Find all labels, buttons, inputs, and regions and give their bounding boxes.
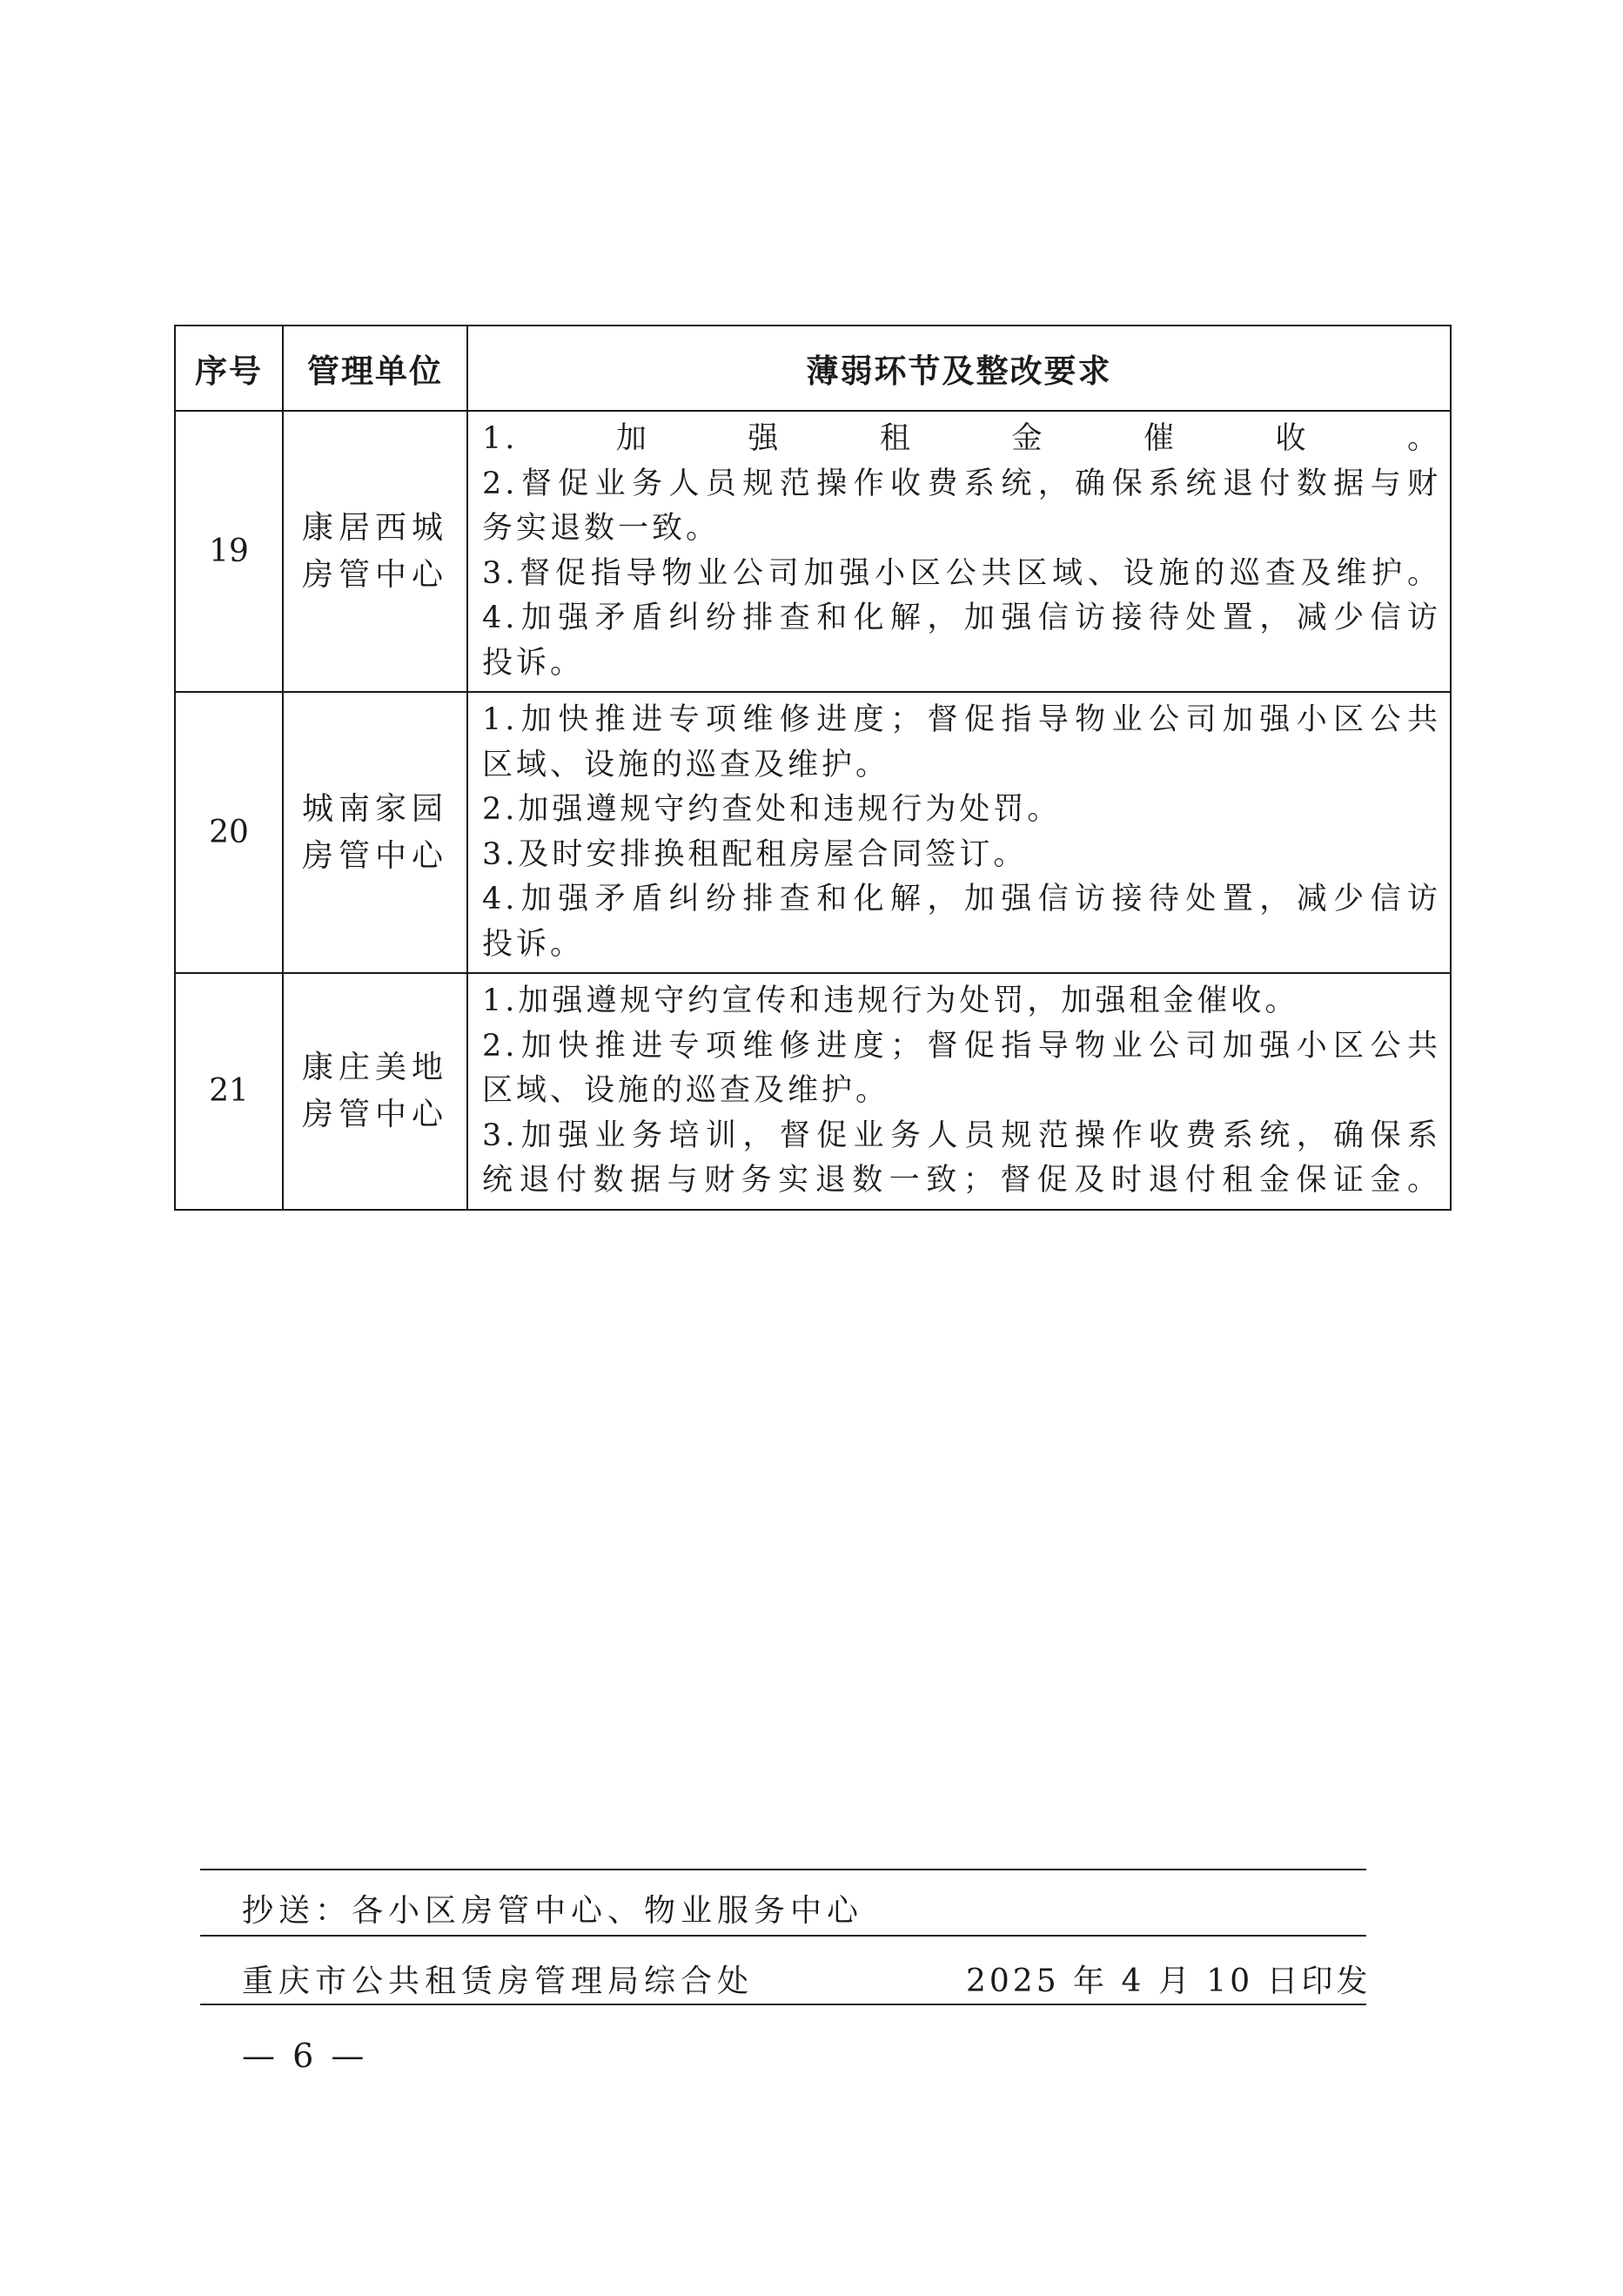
requirement-line: 3.督促指导物业公司加强小区公共区域、设施的巡查及维护。 [482,555,1441,591]
requirement-line: 4.加强矛盾纠纷排查和化解，加强信访接待处置，减少信访 [482,601,1441,635]
unit-line: 康庄美地 [301,1049,448,1085]
header-seq: 序号 [175,326,283,411]
rectification-table [174,325,1452,1211]
unit-line: 房管中心 [301,556,448,593]
requirement-line: 1.加强遵规守约宣传和违规行为处罚，加强租金催收。 [482,984,1299,1018]
row-requirements [467,973,1451,1210]
requirement-line: 统退付数据与财务实退数一致；督促及时退付租金保证金。 [482,1163,1441,1198]
requirement-line: 区域、设施的巡查及维护。 [482,747,890,782]
unit-line: 康居西城 [301,509,448,546]
requirement-line: 投诉。 [482,645,585,681]
table-row [175,692,1451,973]
cc-line: 抄送：各小区房管中心、物业服务中心 [242,1893,864,1929]
requirement-line: 2.加快推进专项维修进度；督促指导物业公司加强小区公共 [482,1028,1441,1064]
header-unit: 管理单位 [283,326,467,411]
row-seq: 21 [175,973,283,1210]
requirement-line: 投诉。 [482,926,585,962]
row-seq: 20 [175,692,283,973]
page-number: — 6 — [242,2037,368,2075]
requirement-line: 务实退数一致。 [482,511,721,546]
row-unit [283,411,467,692]
requirement-line: 2.加强遵规守约查处和违规行为处罚。 [482,792,1062,827]
table-header-row [175,326,1451,411]
row-requirements [467,692,1451,973]
issue-date: 2025 年 4 月 10 日印发 [966,1964,1372,1999]
row-unit [283,692,467,973]
requirement-line: 4.加强矛盾纠纷排查和化解，加强信访接待处置，减少信访 [482,882,1441,916]
requirement-line: 3.加强业务培训，督促业务人员规范操作收费系统，确保系 [482,1118,1441,1153]
table-row [175,973,1451,1210]
requirement-line: 区域、设施的巡查及维护。 [482,1073,890,1108]
requirement-line: 1.加快推进专项维修进度；督促指导物业公司加强小区公共 [482,702,1441,737]
row-unit [283,973,467,1210]
footer-top-rule [200,1869,1366,1870]
row-requirements [467,411,1451,692]
requirement-line: 2.督促业务人员规范操作收费系统，确保系统退付数据与财 [482,466,1441,501]
row-seq: 19 [175,411,283,692]
requirement-line: 3.及时安排换租配租房屋合同签订。 [482,836,1028,872]
unit-line: 房管中心 [301,837,448,874]
unit-line: 房管中心 [301,1096,448,1132]
footer-bottom-rule [200,2004,1366,2005]
table-row [175,411,1451,692]
header-requirements: 薄弱环节及整改要求 [467,326,1451,411]
requirement-line: 1.加强租金催收。 [482,421,1441,456]
footer-middle-rule [200,1935,1366,1937]
unit-line: 城南家园 [301,790,448,827]
issuing-office: 重庆市公共租赁房管理局综合处 [242,1964,754,1999]
